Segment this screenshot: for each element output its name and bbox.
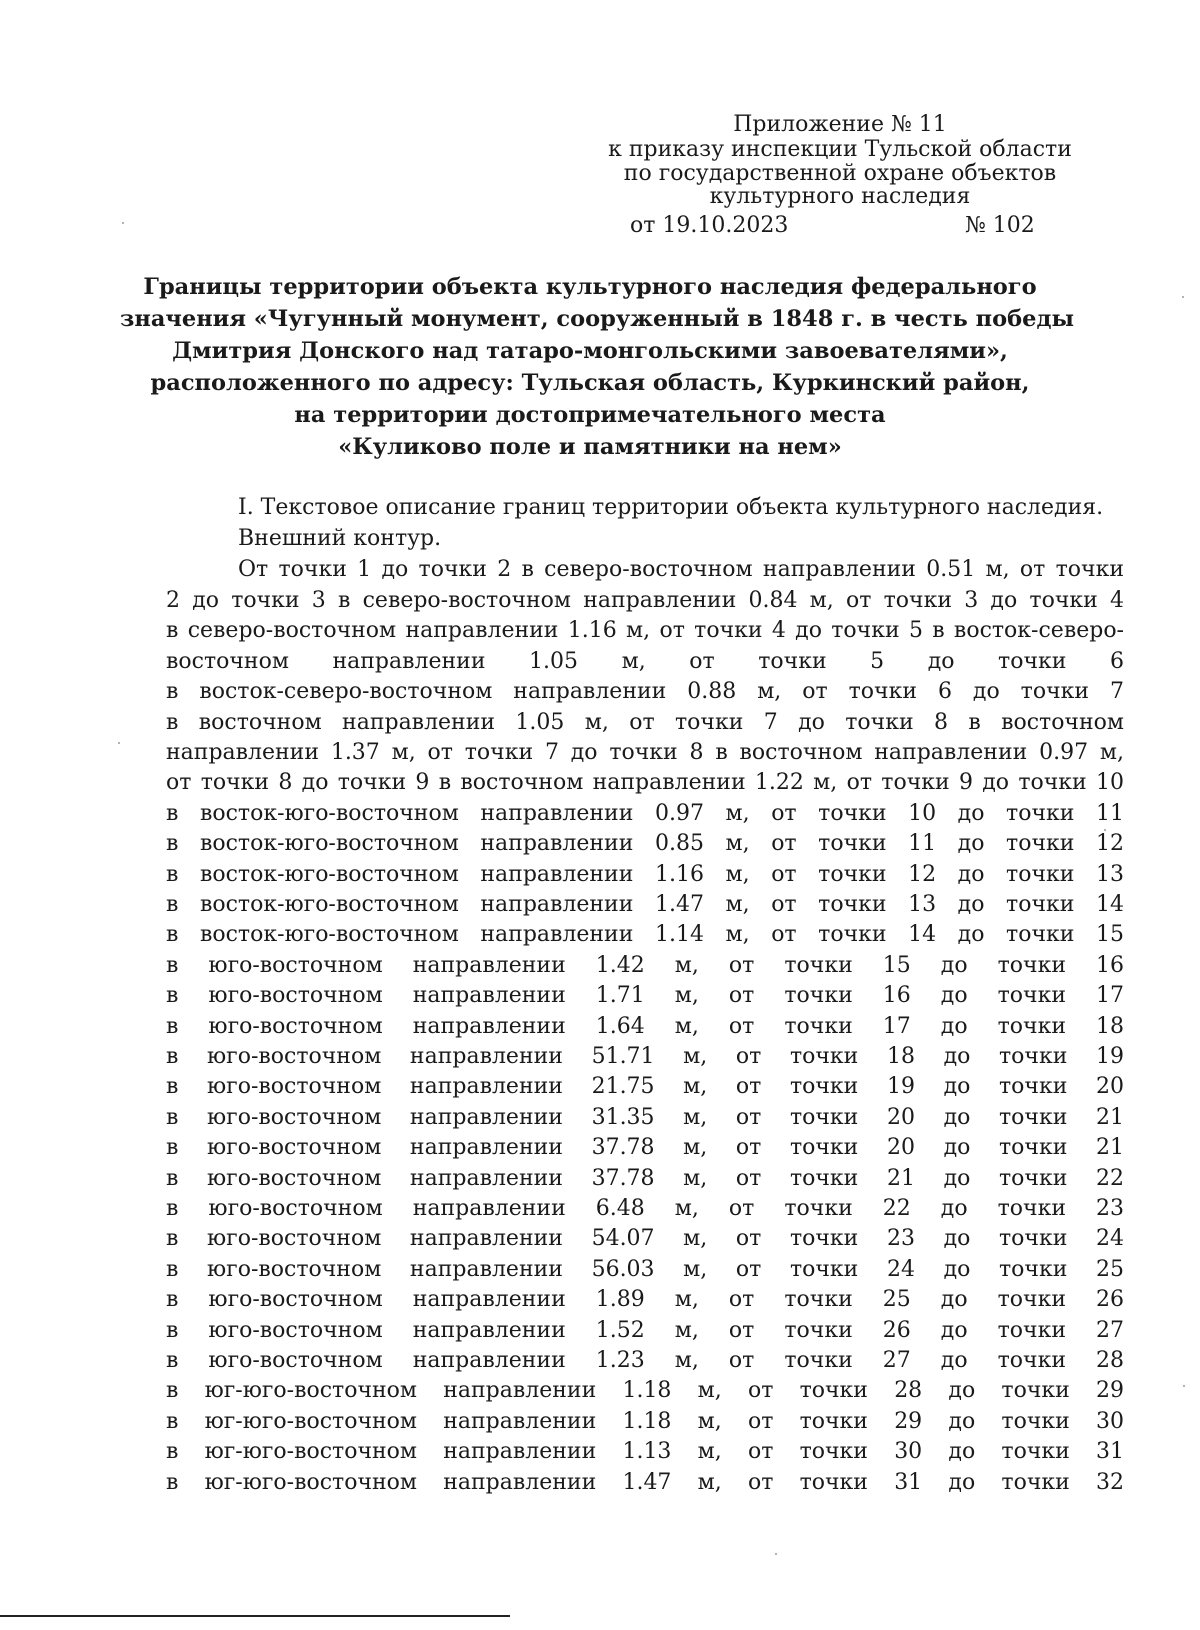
- boundary-line: в юго-восточном направлении 6.48 м, от точки 22 до точки 23: [166, 1196, 1124, 1221]
- boundary-line: в восток-юго-восточном направлении 0.97 м, от точки 10 до точки 11: [166, 800, 1124, 826]
- order-number: № 102: [965, 213, 1035, 238]
- inspection-name: по государственной охране объектов: [623, 161, 1057, 186]
- title-line: на территории достопримечательного места: [294, 402, 886, 428]
- boundary-line: в юго-восточном направлении 54.07 м, от точки 23 до точки 24: [166, 1226, 1124, 1252]
- title-line: Границы территории объекта культурного наследия федерального: [143, 274, 1037, 300]
- boundary-line: в юго-восточном направлении 56.03 м, от точки 24 до точки 25: [166, 1256, 1124, 1282]
- title-line: «Куликово поле и памятники на нем»: [338, 434, 842, 460]
- boundary-line: в юго-восточном направлении 21.75 м, от точки 19 до точки 20: [166, 1074, 1124, 1100]
- scan-speck: [118, 742, 120, 744]
- boundary-line: восточном направлении 1.05 м, от точки 5 до точки 6: [166, 648, 1124, 674]
- boundary-line: в юго-восточном направлении 31.35 м, от точки 20 до точки 21: [166, 1104, 1124, 1130]
- boundary-line: в юг-юго-восточном направлении 1.13 м, от точки 30 до точки 31: [166, 1439, 1124, 1465]
- boundary-line: в восток-юго-восточном направлении 1.16 м, от точки 12 до точки 13: [166, 861, 1124, 887]
- boundary-line: в юго-восточном направлении 1.64 м, от точки 17 до точки 18: [166, 1013, 1124, 1039]
- boundary-line: в восток-северо-восточном направлении 0.88 м, от точки 6 до точки 7: [166, 679, 1124, 705]
- boundary-line: направлении 1.37 м, от точки 7 до точки 8 в восточном направлении 0.97 м,: [166, 740, 1124, 765]
- boundary-line: в юго-восточном направлении 37.78 м, от точки 20 до точки 21: [166, 1135, 1124, 1161]
- scan-speck: [775, 1553, 777, 1555]
- scan-speck: [122, 222, 124, 224]
- boundary-line: в восточном направлении 1.05 м, от точки 7 до точки 8 в восточном: [166, 709, 1124, 735]
- boundary-line: в юго-восточном направлении 37.78 м, от точки 21 до точки 22: [166, 1165, 1124, 1191]
- paragraph-first-line: От точки 1 до точки 2 в северо-восточном направлении 0.51 м, от точки: [238, 557, 1124, 582]
- boundary-line: в юг-юго-восточном направлении 1.18 м, от точки 28 до точки 29: [166, 1378, 1124, 1404]
- boundary-line: в юго-восточном направлении 1.89 м, от точки 25 до точки 26: [166, 1287, 1124, 1313]
- boundary-line: в юго-восточном направлении 1.23 м, от точки 27 до точки 28: [166, 1348, 1124, 1373]
- boundary-line: от точки 8 до точки 9 в восточном направлении 1.22 м, от точки 9 до точки 10: [166, 770, 1124, 796]
- boundary-line: 2 до точки 3 в северо-восточном направлении 0.84 м, от точки 3 до точки 4: [166, 588, 1124, 613]
- order-reference: к приказу инспекции Тульской области: [608, 137, 1072, 162]
- footnote-rule: [0, 1615, 510, 1617]
- boundary-line: в юго-восточном направлении 1.42 м, от точки 15 до точки 16: [166, 952, 1124, 978]
- scan-speck: [1183, 1385, 1185, 1387]
- title-line: Дмитрия Донского над татаро-монгольскими завоевателями»,: [172, 338, 1008, 364]
- boundary-line: в восток-юго-восточном направлении 0.85 м, от точки 11 до точки 12: [166, 831, 1124, 857]
- boundary-line: в северо-восточном направлении 1.16 м, от точки 4 до точки 5 в восток-северо-: [166, 618, 1124, 644]
- order-date: от 19.10.2023: [630, 213, 789, 238]
- scan-speck: [1104, 829, 1106, 831]
- section-heading: I. Текстовое описание границ территории объекта культурного наследия.: [238, 495, 1104, 520]
- title-line: расположенного по адресу: Тульская область, Куркинский район,: [150, 370, 1030, 396]
- appendix-number: Приложение № 11: [733, 112, 947, 137]
- title-line: значения «Чугунный монумент, сооруженный в 1848 г. в честь победы: [120, 306, 1074, 332]
- scan-speck: [1182, 296, 1184, 298]
- boundary-line: в юго-восточном направлении 1.71 м, от точки 16 до точки 17: [166, 983, 1124, 1009]
- boundary-line: в юг-юго-восточном направлении 1.18 м, от точки 29 до точки 30: [166, 1408, 1124, 1434]
- boundary-line: в юг-юго-восточном направлении 1.47 м, от точки 31 до точки 32: [166, 1469, 1124, 1495]
- contour-label: Внешний контур.: [238, 526, 442, 551]
- boundary-line: в юго-восточном направлении 1.52 м, от точки 26 до точки 27: [166, 1317, 1124, 1343]
- heritage-label: культурного наследия: [709, 184, 971, 209]
- boundary-line: в восток-юго-восточном направлении 1.47 м, от точки 13 до точки 14: [166, 892, 1124, 917]
- boundary-line: в восток-юго-восточном направлении 1.14 м, от точки 14 до точки 15: [166, 922, 1124, 948]
- boundary-line: в юго-восточном направлении 51.71 м, от точки 18 до точки 19: [166, 1044, 1124, 1069]
